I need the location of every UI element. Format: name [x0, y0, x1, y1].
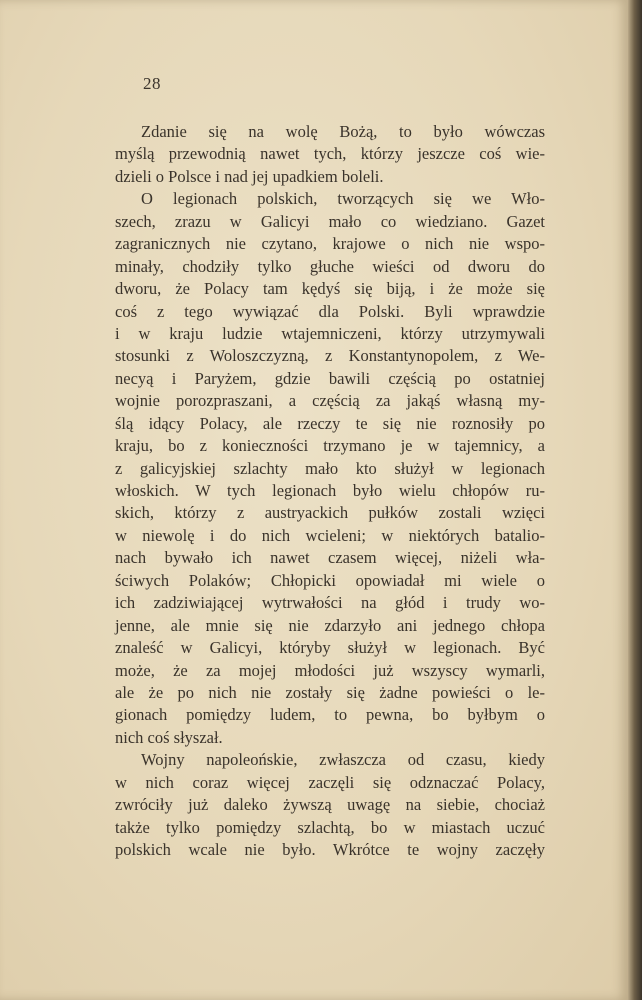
text-line: szech, zrazu w Galicyi mało co wiedziano. Gazet: [115, 211, 545, 231]
text-line: skich, którzy z austryackich pułków zostali wzięci: [115, 503, 545, 523]
text-line: polskich wcale nie było. Wkrótce te wojny zaczęły: [115, 840, 545, 859]
text-line: kraju, bo z konieczności trzymano je w tajemnicy, a: [115, 436, 545, 456]
text-line: ale że po nich nie zostały się żadne powieści o le-: [115, 682, 545, 702]
text-line: zwróciły już daleko żywszą uwagę na siebie, chociaż: [115, 795, 545, 815]
text-line: jenne, ale mnie się nie zdarzyło ani jednego chłopa: [115, 615, 545, 635]
text-line: wojnie porozpraszani, a częścią za jakąś własną my-: [115, 391, 545, 411]
text-line: Zdanie się na wolę Bożą, to było wówczas: [141, 122, 545, 141]
page-edge: [628, 0, 642, 1000]
text-line: myślą przewodnią nawet tych, którzy jeszcze coś wie-: [115, 144, 545, 164]
text-line: Wojny napoleońskie, zwłaszcza od czasu, kiedy: [141, 750, 545, 770]
text-line: dworu, że Polacy tam kędyś się biją, i że może się: [115, 279, 545, 299]
text-line: gionach pomiędzy ludem, to pewna, bo byłbym o: [115, 705, 545, 725]
text-line: włoskich. W tych legionach było wielu chłopów ru-: [115, 481, 545, 500]
text-line: znaleść w Galicyi, któryby służył w legionach. Być: [115, 638, 545, 658]
text-line: stosunki z Woloszczyzną, z Konstantynopolem, z We-: [115, 346, 545, 366]
text-line: także tylko pomiędzy szlachtą, bo w miastach uczuć: [115, 817, 545, 837]
text-line: ślą idący Polacy, ale rzeczy te się nie roznosiły po: [115, 413, 545, 433]
text-line: może, że za mojej młodości już wszyscy wymarli,: [115, 660, 545, 680]
text-line: coś z tego wywiązać dla Polski. Byli wprawdzie: [115, 301, 545, 321]
text-line: w niewolę i do nich wcieleni; w niektórych batalio-: [115, 525, 545, 545]
text-line: w nich coraz więcej zaczęli się odznaczać Polacy,: [115, 772, 545, 792]
text-line: nich coś słyszał.: [115, 727, 223, 747]
text-line: O legionach polskich, tworzących się we Wło-: [141, 189, 545, 209]
text-line: necyą i Paryżem, gdzie bawili częścią po ostatniej: [115, 368, 545, 388]
text-line: ich zadziwiającej wytrwałości na głód i trudy wo-: [115, 593, 545, 613]
page-number: 28: [143, 74, 161, 93]
text-line: dzieli o Polsce i nad jej upadkiem boleli.: [115, 166, 384, 186]
text-line: i w kraju ludzie wtajemniczeni, którzy utrzymywali: [115, 323, 545, 343]
body-text: [115, 121, 545, 861]
text-line: zagranicznych nie czytano, krajowe o nich nie wspo-: [115, 234, 545, 254]
text-line: minały, chodziły tylko głuche wieści od dworu do: [115, 256, 545, 276]
text-line: z galicyjskiej szlachty mało kto służył w legionach: [115, 458, 545, 478]
text-line: ściwych Polaków; Chłopicki opowiadał mi wiele o: [115, 570, 545, 590]
text-line: nach bywało ich nawet czasem więcej, niżeli wła-: [115, 548, 545, 568]
